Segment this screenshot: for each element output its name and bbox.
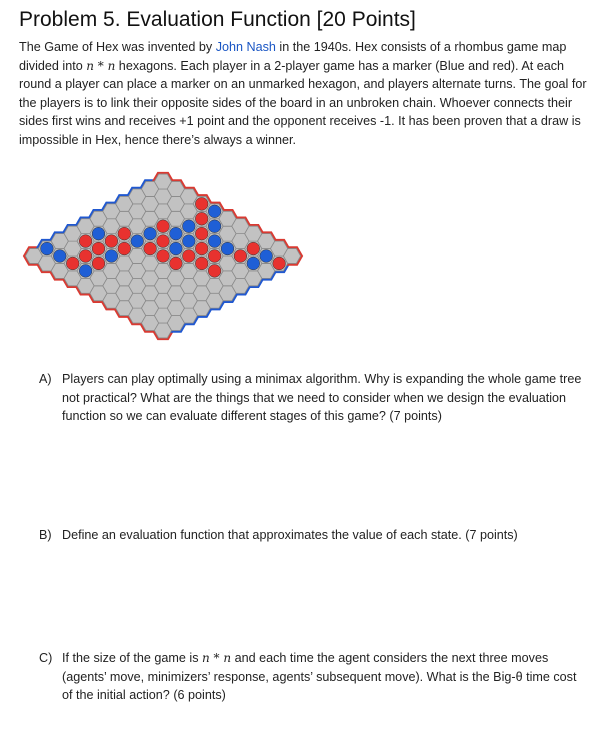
red-marker [118, 242, 131, 255]
question-c-math-n-by-n: n * n [202, 651, 232, 665]
red-marker [79, 250, 92, 263]
blue-marker [144, 227, 157, 240]
question-c-text [62, 649, 587, 705]
red-marker [157, 250, 170, 263]
question-c [39, 649, 587, 705]
question-c-text-2: and each time the agent considers the next three moves (agents’ move, minimizers’ response, agents’ subsequent move). What is the Big-θ time cost of the initial action? (6 points) [62, 651, 577, 703]
red-marker [195, 257, 208, 270]
red-marker [195, 227, 208, 240]
red-marker [170, 257, 183, 270]
blue-marker [79, 265, 92, 278]
red-marker [105, 235, 118, 248]
red-marker [92, 242, 105, 255]
red-marker [195, 198, 208, 211]
blue-marker [208, 205, 221, 218]
red-marker [182, 250, 195, 263]
red-marker [195, 242, 208, 255]
blue-marker [41, 242, 54, 255]
red-marker [157, 235, 170, 248]
question-a [39, 370, 587, 426]
blue-marker [170, 227, 183, 240]
red-marker [208, 250, 221, 263]
blue-marker [92, 227, 105, 240]
blue-marker [208, 235, 221, 248]
blue-marker [53, 250, 66, 263]
blue-marker [260, 250, 273, 263]
blue-marker [208, 220, 221, 233]
hex-cell [283, 249, 300, 264]
intro-math-n-by-n: n * n [86, 58, 116, 73]
question-a-label: A) [39, 372, 52, 386]
question-c-label: C) [39, 651, 53, 665]
blue-marker [247, 257, 260, 270]
blue-marker [170, 242, 183, 255]
red-marker [247, 242, 260, 255]
red-marker [66, 257, 79, 270]
red-marker [118, 227, 131, 240]
red-marker [144, 242, 157, 255]
red-marker [208, 265, 221, 278]
intro-text-3: hexagons. Each player in a 2-player game has a marker (Blue and red). At each round a player can place a marker on an unmarked hexagon, and players alternate turns. The goal for the players is to link their opposite sides of the board in an unbroken chain. Whoever connects their sides first wins and receives +1 point and the opponent receives -1. It has been proven that a draw is impossible in Hex, hence there’s always a winner. [19, 58, 587, 147]
intro-paragraph [19, 38, 591, 150]
board-cells [25, 174, 300, 338]
blue-marker [182, 220, 195, 233]
red-marker [273, 257, 286, 270]
red-marker [79, 235, 92, 248]
question-b [39, 526, 587, 545]
john-nash-link[interactable]: John Nash [215, 40, 276, 54]
blue-marker [131, 235, 144, 248]
question-a-text: Players can play optimally using a minimax algorithm. Why is expanding the whole game tree not practical? What are the things that we need to consider when we design the evaluation function so we can evaluate different stages of this game? (7 points) [62, 372, 582, 424]
problem-title: Problem 5. Evaluation Function [20 Points] [19, 8, 416, 31]
intro-text-2: in the 1940s. Hex consists of a rhombus game map divided into [19, 40, 567, 73]
question-c-text-1: If the size of the game is [62, 651, 203, 665]
question-b-text: Define an evaluation function that approximates the value of each state. (7 points) [62, 528, 518, 542]
red-marker [92, 257, 105, 270]
red-marker [157, 220, 170, 233]
intro-text-1: The Game of Hex was invented by [19, 40, 216, 54]
question-b-label: B) [39, 528, 52, 542]
red-marker [234, 250, 247, 263]
hex-board-diagram [0, 158, 360, 354]
red-marker [195, 212, 208, 225]
blue-marker [182, 235, 195, 248]
blue-marker [221, 242, 234, 255]
blue-marker [105, 250, 118, 263]
